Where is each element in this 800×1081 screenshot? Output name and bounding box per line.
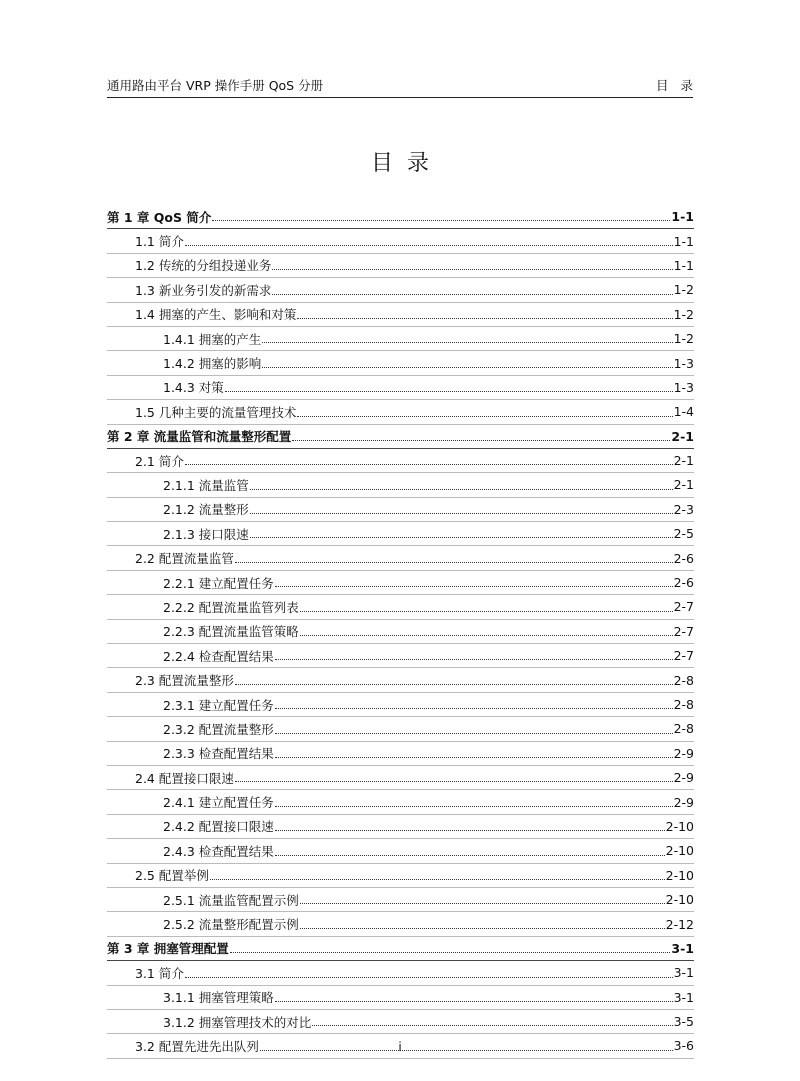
- toc-page-number: 2-1: [671, 428, 694, 444]
- toc-entry-title: 1.5 几种主要的流量管理技术: [135, 404, 297, 420]
- toc-subsection-entry[interactable]: [107, 790, 694, 814]
- toc-dot-leader: [275, 806, 673, 807]
- toc-page-number: 2-10: [665, 867, 694, 883]
- toc-subsection-entry[interactable]: [107, 620, 694, 644]
- toc-page-number: 3-5: [673, 1014, 694, 1030]
- toc-entry-title: 2.2.4 检查配置结果: [163, 648, 274, 664]
- toc-subsection-entry[interactable]: [107, 522, 694, 546]
- toc-dot-leader: [292, 440, 670, 441]
- toc-page-number: 2-6: [673, 550, 694, 566]
- toc-dot-leader: [275, 659, 673, 660]
- toc-dot-leader: [262, 342, 672, 343]
- toc-entry-title: 2.3.1 建立配置任务: [163, 697, 274, 713]
- toc-dot-leader: [230, 952, 671, 953]
- toc-section-entry[interactable]: [107, 278, 694, 302]
- toc-subsection-entry[interactable]: [107, 912, 694, 936]
- toc-entry-title: 1.2 传统的分组投递业务: [135, 258, 272, 274]
- toc-entry-title: 1.4.3 对策: [163, 380, 224, 396]
- toc-section-entry[interactable]: [107, 864, 694, 888]
- toc-entry-title: 第 2 章 流量监管和流量整形配置: [107, 429, 292, 445]
- toc-chapter-entry[interactable]: [107, 425, 694, 449]
- toc-dot-leader: [300, 928, 665, 929]
- toc-dot-leader: [185, 464, 673, 465]
- toc-dot-leader: [300, 903, 665, 904]
- toc-entry-title: 2.5 配置举例: [135, 868, 209, 884]
- toc-subsection-entry[interactable]: [107, 327, 694, 351]
- toc-dot-leader: [185, 245, 673, 246]
- toc-section-entry[interactable]: [107, 229, 694, 253]
- toc-entry-title: 2.1.1 流量监管: [163, 477, 249, 493]
- toc-subsection-entry[interactable]: [107, 473, 694, 497]
- toc-dot-leader: [275, 708, 673, 709]
- toc-dot-leader: [262, 367, 672, 368]
- toc-entry-title: 2.3 配置流量整形: [135, 673, 234, 689]
- toc-entry-title: 1.3 新业务引发的新需求: [135, 282, 272, 298]
- toc-dot-leader: [297, 318, 672, 319]
- toc-entry-title: 2.5.2 流量整形配置示例: [163, 917, 299, 933]
- toc-entry-title: 1.4.1 拥塞的产生: [163, 331, 262, 347]
- toc-dot-leader: [275, 733, 673, 734]
- toc-dot-leader: [275, 586, 673, 587]
- toc-dot-leader: [275, 855, 665, 856]
- toc-page-number: 1-1: [673, 257, 694, 273]
- toc-dot-leader: [225, 391, 673, 392]
- toc-page-number: 3-1: [671, 940, 694, 956]
- toc-dot-leader: [275, 830, 665, 831]
- toc-dot-leader: [210, 879, 665, 880]
- toc-subsection-entry[interactable]: [107, 815, 694, 839]
- toc-entry-title: 2.5.1 流量监管配置示例: [163, 892, 299, 908]
- toc-entry-title: 第 3 章 拥塞管理配置: [107, 941, 229, 957]
- toc-chapter-entry[interactable]: [107, 205, 694, 229]
- toc-page-number: 2-9: [673, 794, 694, 810]
- page-number: i: [398, 1040, 402, 1054]
- toc-dot-leader: [272, 269, 672, 270]
- toc-page-number: 2-1: [673, 453, 694, 469]
- toc-subsection-entry[interactable]: [107, 839, 694, 863]
- toc-page-number: 2-9: [673, 770, 694, 786]
- toc-entry-title: 1.4 拥塞的产生、影响和对策: [135, 307, 297, 323]
- toc-page-number: 2-3: [673, 501, 694, 517]
- toc-subsection-entry[interactable]: [107, 1010, 694, 1034]
- toc-section-entry[interactable]: [107, 449, 694, 473]
- toc-dot-leader: [250, 537, 673, 538]
- toc-subsection-entry[interactable]: [107, 986, 694, 1010]
- toc-entry-title: 2.4.3 检查配置结果: [163, 843, 274, 859]
- toc-page-number: 2-6: [673, 575, 694, 591]
- table-of-contents: [107, 205, 694, 1059]
- toc-page-number: 2-10: [665, 892, 694, 908]
- toc-page-number: 2-8: [673, 697, 694, 712]
- toc-entry-title: 2.4.2 配置接口限速: [163, 819, 274, 835]
- header-section-name: 目录: [655, 78, 705, 93]
- toc-entry-title: 3.1.2 拥塞管理技术的对比: [163, 1014, 312, 1030]
- toc-page-number: 3-6: [673, 1038, 694, 1054]
- toc-entry-title: 第 1 章 QoS 简介: [107, 209, 212, 225]
- toc-page-number: 2-8: [673, 672, 694, 688]
- toc-dot-leader: [300, 611, 673, 612]
- toc-entry-title: 2.2.2 配置流量监管列表: [163, 599, 299, 615]
- toc-dot-leader: [235, 781, 673, 782]
- toc-subsection-entry[interactable]: [107, 693, 694, 717]
- toc-entry-title: 2.4.1 建立配置任务: [163, 795, 274, 811]
- toc-entry-title: 2.4 配置接口限速: [135, 770, 234, 786]
- toc-page-number: 2-10: [665, 843, 694, 859]
- toc-subsection-entry[interactable]: [107, 571, 694, 595]
- toc-entry-title: 3.1 简介: [135, 965, 184, 981]
- toc-page-number: 2-1: [673, 477, 694, 493]
- toc-entry-title: 2.3.2 配置流量整形: [163, 721, 274, 737]
- header-manual-title: 通用路由平台 VRP 操作手册 QoS 分册: [107, 78, 324, 93]
- toc-subsection-entry[interactable]: [107, 351, 694, 375]
- toc-dot-leader: [272, 294, 672, 295]
- toc-page-number: 2-7: [673, 648, 694, 664]
- toc-subsection-entry[interactable]: [107, 498, 694, 522]
- toc-dot-leader: [250, 513, 673, 514]
- toc-entry-title: 2.3.3 检查配置结果: [163, 746, 274, 762]
- toc-page-number: 1-1: [673, 233, 694, 249]
- toc-dot-leader: [300, 635, 673, 636]
- toc-page-number: 3-1: [673, 989, 694, 1005]
- toc-entry-title: 2.2 配置流量监管: [135, 551, 234, 567]
- toc-subsection-entry[interactable]: [107, 595, 694, 619]
- toc-page-number: 1-2: [673, 282, 694, 298]
- toc-entry-title: 3.2 配置先进先出队列: [135, 1038, 259, 1054]
- toc-dot-leader: [297, 416, 672, 417]
- toc-page-number: 1-2: [673, 306, 694, 322]
- toc-page-number: 1-4: [673, 404, 694, 420]
- toc-page-number: 3-1: [673, 965, 694, 981]
- toc-chapter-entry[interactable]: [107, 937, 694, 961]
- toc-page-number: 2-12: [665, 916, 694, 932]
- toc-page-number: 2-7: [673, 623, 694, 639]
- page-title: 目录: [370, 151, 443, 176]
- toc-section-entry[interactable]: [107, 400, 694, 424]
- toc-section-entry[interactable]: [107, 254, 694, 278]
- toc-dot-leader: [212, 220, 670, 221]
- toc-page-number: 1-3: [673, 355, 694, 371]
- toc-subsection-entry[interactable]: [107, 644, 694, 668]
- toc-section-entry[interactable]: [107, 303, 694, 327]
- toc-dot-leader: [312, 1025, 672, 1026]
- toc-dot-leader: [185, 977, 673, 978]
- toc-entry-title: 3.1.1 拥塞管理策略: [163, 990, 274, 1006]
- toc-subsection-entry[interactable]: [107, 717, 694, 741]
- toc-entry-title: 2.1.2 流量整形: [163, 502, 249, 518]
- toc-subsection-entry[interactable]: [107, 376, 694, 400]
- toc-page-number: 2-5: [673, 526, 694, 542]
- toc-section-entry[interactable]: [107, 668, 694, 692]
- toc-subsection-entry[interactable]: [107, 888, 694, 912]
- toc-dot-leader: [250, 489, 673, 490]
- toc-page-number: 1-2: [673, 331, 694, 347]
- toc-dot-leader: [275, 1001, 673, 1002]
- toc-page-number: 1-1: [671, 209, 694, 225]
- toc-page-number: 1-3: [673, 379, 694, 395]
- running-header: [107, 77, 705, 98]
- toc-entry-title: 1.1 简介: [135, 234, 184, 250]
- toc-section-entry[interactable]: [107, 961, 694, 985]
- toc-page-number: 2-10: [665, 818, 694, 834]
- toc-page-number: 2-7: [673, 599, 694, 615]
- toc-page-number: 2-8: [673, 721, 694, 737]
- toc-dot-leader: [235, 684, 673, 685]
- toc-dot-leader: [275, 757, 673, 758]
- toc-section-entry[interactable]: [107, 546, 694, 570]
- toc-dot-leader: [235, 562, 673, 563]
- toc-entry-title: 2.2.1 建立配置任务: [163, 575, 274, 591]
- toc-entry-title: 1.4.2 拥塞的影响: [163, 356, 262, 372]
- toc-section-entry[interactable]: [107, 766, 694, 790]
- toc-entry-title: 2.1 简介: [135, 453, 184, 469]
- toc-page-number: 2-9: [673, 745, 694, 761]
- toc-entry-title: 2.1.3 接口限速: [163, 526, 249, 542]
- toc-entry-title: 2.2.3 配置流量监管策略: [163, 624, 299, 640]
- toc-subsection-entry[interactable]: [107, 742, 694, 766]
